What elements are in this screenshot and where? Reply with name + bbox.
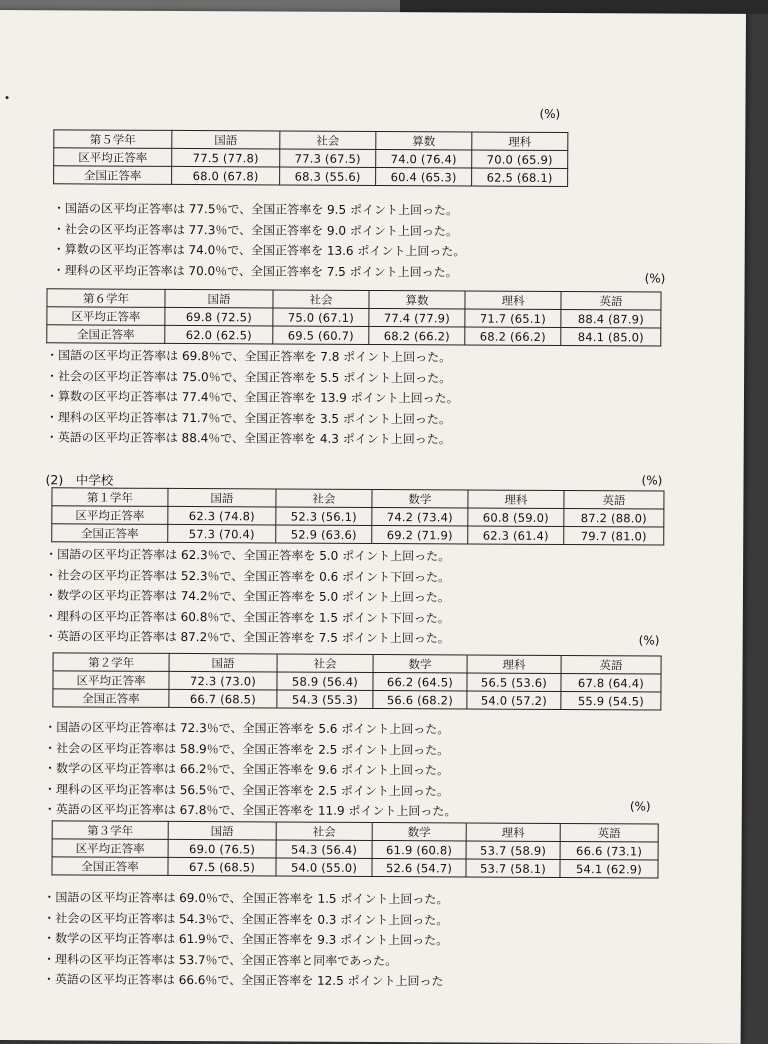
- results-table-jh-grade1: [51, 487, 664, 545]
- header-cell: 理科: [468, 490, 564, 509]
- notes-jh-grade1: [45, 544, 665, 650]
- row-label: 区平均正答率: [54, 148, 172, 167]
- grade5-block: [53, 129, 569, 283]
- notes-jh-grade2: [44, 717, 662, 823]
- note-line: ・国語の区平均正答率は 62.3％で、全国正答率を 5.0 ポイント上回った。: [45, 547, 451, 564]
- table-row: [47, 325, 661, 346]
- score-cell: 54.3 (55.3): [277, 690, 373, 709]
- results-table-jh-grade2: [52, 652, 661, 710]
- score-cell: 69.8 (72.5): [165, 307, 273, 326]
- note-line: ・理科の区平均正答率は 60.8％で、全国正答率を 1.5 ポイント下回った。: [44, 608, 450, 625]
- note-line: ・数学の区平均正答率は 66.2％で、全国正答率を 9.6 ポイント上回った。: [43, 761, 450, 778]
- note-line: ・理科の区平均正答率は 56.5％で、全国正答率を 2.5 ポイント上回った。: [43, 781, 449, 798]
- note-line: ・算数の区平均正答率は 77.4％で、全国正答率を 13.9 ポイント上回った。: [45, 389, 459, 406]
- note-line: ・数学の区平均正答率は 61.9％で、全国正答率を 9.3 ポイント上回った。: [43, 931, 449, 948]
- header-cell: 第６学年: [47, 289, 165, 308]
- score-cell: 66.2 (64.5): [373, 672, 467, 690]
- header-cell: 算数: [369, 290, 465, 309]
- results-table-jh-grade3: [51, 820, 658, 878]
- score-cell: 77.3 (67.5): [280, 149, 376, 168]
- note-line: ・社会の区平均正答率は 75.0％で、全国正答率を 5.5 ポイント上回った。: [46, 368, 452, 385]
- score-cell: 62.0 (62.5): [165, 325, 273, 344]
- row-label: 区平均正答率: [47, 307, 165, 326]
- header-cell: 社会: [277, 654, 373, 673]
- unit-label: (%): [641, 473, 663, 488]
- score-cell: 74.0 (76.4): [376, 150, 472, 169]
- score-cell: 71.7 (65.1): [465, 309, 561, 328]
- ink-dot: [6, 96, 9, 99]
- unit-label: (%): [629, 799, 651, 814]
- note-line: ・社会の区平均正答率は 58.9％で、全国正答率を 2.5 ポイント上回った。: [44, 740, 450, 757]
- header-cell: 数学: [372, 822, 466, 840]
- score-cell: 56.5 (53.6): [467, 673, 561, 691]
- header-cell: 理科: [467, 655, 561, 673]
- note-line: ・英語の区平均正答率は 67.8％で、全国正答率を 11.9 ポイント上回った。: [43, 802, 457, 819]
- header-cell: 英語: [561, 655, 661, 674]
- section-heading: (2) 中学校: [45, 472, 114, 488]
- score-cell: 77.5 (77.8): [172, 148, 280, 167]
- note-line: ・国語の区平均正答率は 77.5％で、全国正答率を 9.5 ポイント上回った。: [52, 201, 459, 218]
- score-cell: 62.3 (74.8): [168, 506, 276, 525]
- header-cell: 第３学年: [52, 821, 168, 840]
- score-cell: 61.9 (60.8): [372, 840, 466, 858]
- results-table-grade5: [53, 129, 568, 187]
- score-cell: 54.3 (56.4): [276, 840, 372, 859]
- jh-grade1-block: [44, 487, 665, 650]
- results-table-grade6: [46, 288, 661, 346]
- table-row: [52, 857, 658, 878]
- score-cell: 55.9 (54.5): [561, 691, 661, 710]
- score-cell: 52.6 (54.7): [372, 858, 466, 876]
- grade6-block: [46, 288, 662, 451]
- note-line: ・国語の区平均正答率は 69.0％で、全国正答率を 1.5 ポイント上回った。: [43, 890, 449, 907]
- score-cell: 75.0 (67.1): [273, 308, 369, 327]
- score-cell: 69.0 (76.5): [168, 839, 276, 858]
- row-label: 全国正答率: [52, 857, 168, 876]
- score-cell: 84.1 (85.0): [561, 327, 661, 346]
- score-cell: 54.0 (55.0): [276, 858, 372, 877]
- header-cell: 数学: [372, 489, 468, 508]
- score-cell: 58.9 (56.4): [277, 672, 373, 691]
- note-line: ・国語の区平均正答率は 69.8％で、全国正答率を 7.8 ポイント上回った。: [46, 348, 452, 365]
- header-cell: 理科: [472, 132, 568, 151]
- score-cell: 67.8 (64.4): [561, 673, 661, 692]
- score-cell: 68.0 (67.8): [172, 166, 280, 185]
- note-line: ・算数の区平均正答率は 74.0％で、全国正答率を 13.6 ポイント上回った。: [52, 242, 466, 259]
- notes-grade6: [46, 345, 662, 451]
- row-label: 全国正答率: [54, 166, 172, 185]
- note-line: ・社会の区平均正答率は 54.3％で、全国正答率を 0.3 ポイント上回った。: [43, 910, 449, 927]
- header-cell: 社会: [276, 489, 372, 508]
- row-label: 区平均正答率: [52, 506, 168, 525]
- header-cell: 社会: [276, 822, 372, 841]
- header-cell: 理科: [465, 291, 561, 310]
- header-cell: 英語: [560, 823, 658, 842]
- table-row: [52, 524, 664, 545]
- header-cell: 数学: [373, 654, 467, 672]
- jh-grade3-block: [42, 820, 659, 993]
- header-cell: 社会: [273, 290, 369, 309]
- note-line: ・英語の区平均正答率は 66.6％で、全国正答率を 12.5 ポイント上回った: [42, 972, 444, 989]
- score-cell: 87.2 (88.0): [564, 508, 664, 527]
- note-line: ・英語の区平均正答率は 88.4％で、全国正答率を 4.3 ポイント上回った。: [45, 430, 451, 447]
- row-label: 全国正答率: [53, 689, 169, 708]
- unit-label: (%): [638, 633, 660, 648]
- row-label: 区平均正答率: [53, 671, 169, 690]
- score-cell: 68.2 (66.2): [369, 326, 465, 345]
- score-cell: 69.5 (60.7): [273, 326, 369, 345]
- score-cell: 74.2 (73.4): [372, 507, 468, 526]
- header-cell: 算数: [376, 132, 472, 151]
- unit-label: (%): [539, 106, 561, 121]
- note-line: ・社会の区平均正答率は 77.3％で、全国正答率を 9.0 ポイント上回った。: [52, 221, 458, 238]
- header-cell: 第５学年: [54, 130, 172, 149]
- table-row: [54, 166, 568, 187]
- header-cell: 国語: [169, 653, 277, 672]
- header-cell: 第１学年: [52, 488, 168, 507]
- header-cell: 国語: [172, 130, 280, 149]
- score-cell: 62.3 (61.4): [468, 526, 564, 545]
- note-line: ・英語の区平均正答率は 87.2％で、全国正答率を 7.5 ポイント上回った。: [44, 629, 450, 646]
- score-cell: 53.7 (58.9): [466, 841, 560, 859]
- note-line: ・国語の区平均正答率は 72.3％で、全国正答率を 5.6 ポイント上回った。: [44, 720, 450, 737]
- header-cell: 第２学年: [53, 653, 169, 672]
- score-cell: 79.7 (81.0): [564, 526, 664, 545]
- row-label: 全国正答率: [47, 325, 165, 344]
- score-cell: 60.4 (65.3): [376, 168, 472, 187]
- score-cell: 52.3 (56.1): [276, 507, 372, 526]
- score-cell: 66.6 (73.1): [560, 841, 658, 860]
- score-cell: 62.5 (68.1): [472, 168, 568, 187]
- score-cell: 53.7 (58.1): [466, 859, 560, 877]
- score-cell: 54.0 (57.2): [467, 691, 561, 709]
- header-cell: 社会: [280, 131, 376, 150]
- header-cell: 国語: [165, 289, 273, 308]
- header-cell: 理科: [466, 823, 560, 841]
- score-cell: 56.6 (68.2): [373, 690, 467, 708]
- score-cell: 60.8 (59.0): [468, 508, 564, 527]
- score-cell: 68.2 (66.2): [465, 327, 561, 346]
- header-cell: 英語: [564, 490, 664, 509]
- unit-label: (%): [644, 271, 666, 286]
- header-cell: 国語: [168, 821, 276, 840]
- score-cell: 69.2 (71.9): [372, 525, 468, 544]
- notes-jh-grade3: [43, 887, 659, 993]
- note-line: ・理科の区平均正答率は 70.0％で、全国正答率を 7.5 ポイント上回った。: [52, 262, 458, 279]
- score-cell: 57.3 (70.4): [168, 524, 276, 543]
- document-page: [0, 10, 746, 1044]
- header-cell: 英語: [561, 291, 661, 310]
- score-cell: 70.0 (65.9): [472, 150, 568, 169]
- note-line: ・理科の区平均正答率は 53.7％で、全国正答率と同率であった。: [42, 951, 398, 968]
- table-row: [53, 689, 661, 710]
- score-cell: 72.3 (73.0): [169, 671, 277, 690]
- score-cell: 67.5 (68.5): [168, 857, 276, 876]
- score-cell: 88.4 (87.9): [561, 309, 661, 328]
- note-line: ・理科の区平均正答率は 71.7％で、全国正答率を 3.5 ポイント上回った。: [45, 409, 451, 426]
- score-cell: 54.1 (62.9): [560, 859, 658, 878]
- note-line: ・数学の区平均正答率は 74.2％で、全国正答率を 5.0 ポイント上回った。: [44, 588, 450, 605]
- notes-grade5: [53, 198, 568, 283]
- score-cell: 66.7 (68.5): [169, 689, 277, 708]
- row-label: 区平均正答率: [52, 839, 168, 858]
- score-cell: 77.4 (77.9): [369, 308, 465, 327]
- jh-grade2-block: [43, 652, 662, 823]
- header-cell: 国語: [168, 488, 276, 507]
- score-cell: 52.9 (63.6): [276, 525, 372, 544]
- score-cell: 68.3 (55.6): [280, 167, 376, 186]
- row-label: 全国正答率: [52, 524, 168, 543]
- note-line: ・社会の区平均正答率は 52.3％で、全国正答率を 0.6 ポイント下回った。: [45, 567, 451, 584]
